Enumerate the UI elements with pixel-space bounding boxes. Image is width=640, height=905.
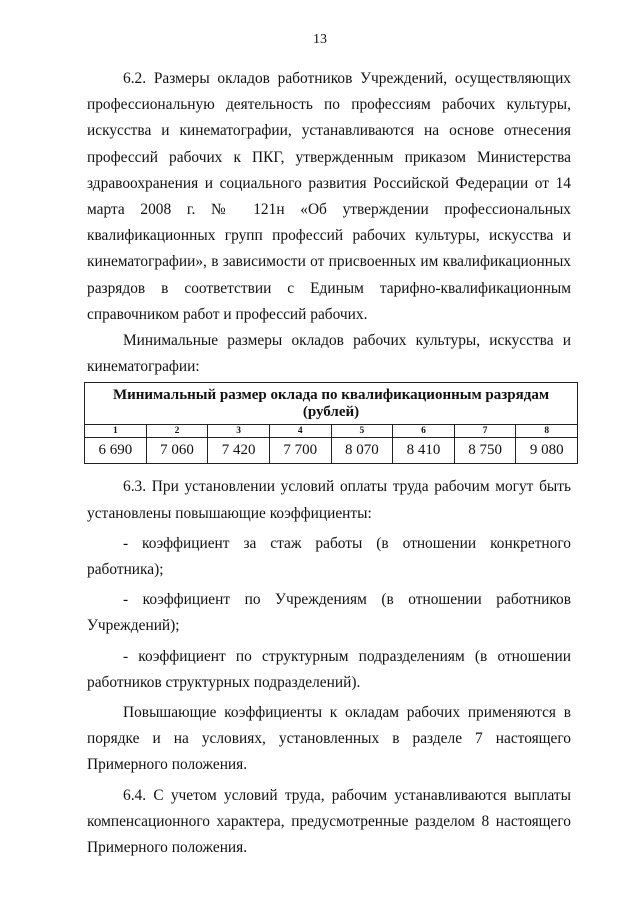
salary-value-cell: 7 420: [208, 438, 270, 464]
salary-value-cell: 7 700: [269, 438, 331, 464]
rank-cell: 8: [516, 425, 578, 438]
salary-value-cell: 6 690: [85, 438, 147, 464]
list-item-coefficient-departments: - коэффициент по структурным подразделениям (в отношении работников структурных подразделений).: [87, 647, 571, 691]
salary-table-ranks-row: [85, 425, 578, 438]
rank-cell: 6: [393, 425, 455, 438]
list-item-coefficient-experience: - коэффициент за стаж работы (в отношении конкретного работника);: [87, 534, 571, 579]
salary-table: [84, 382, 578, 464]
paragraph-min-salaries-intro: Минимальные размеры окладов рабочих культуры, искусства и кинематографии:: [87, 332, 571, 376]
rank-cell: 4: [269, 425, 331, 438]
salary-table-title: Минимальный размер оклада по квалификационным разрядам (рублей): [85, 383, 578, 425]
document-body: [87, 66, 571, 861]
salary-value-cell: 9 080: [516, 438, 578, 464]
salary-value-cell: 8 410: [393, 438, 455, 464]
paragraph-6-3-intro: 6.3. При установлении условий оплаты труда рабочим могут быть установлены повышающие коэффициенты:: [87, 478, 571, 522]
salary-table-values-row: [85, 438, 578, 464]
salary-value-cell: 7 060: [146, 438, 208, 464]
salary-value-cell: 8 750: [454, 438, 516, 464]
paragraph-6-4: 6.4. С учетом условий труда, рабочим устанавливаются выплаты компенсационного характера, предусмотренные разделом 8 настоящего Примерного положения.: [87, 786, 571, 857]
list-item-coefficient-institutions: - коэффициент по Учреждениям (в отношении работников Учреждений);: [87, 591, 571, 635]
rank-cell: 1: [85, 425, 147, 438]
rank-cell: 7: [454, 425, 516, 438]
page-number: 13: [313, 32, 327, 47]
paragraph-6-2: 6.2. Размеры окладов работников Учреждений, осуществляющих профессиональную деятельность по профессиям рабочих культуры, искусства и кинематографии, устанавливаются на основе отнесения профессий рабочих к ПКГ, утвержденным приказом Министерства здравоохранения и социального развития Российской Федерации от 14 марта 2008 г. № 121н «Об утверждении профессиональных квалификационных групп профессий рабочих культуры, искусства и кинематографии», в зависимости от присвоенных им квалификационных разрядов в соответствии с Единым тарифно-квалификационным справочником работ и профессий рабочих.: [87, 70, 571, 323]
salary-value-cell: 8 070: [331, 438, 393, 464]
rank-cell: 3: [208, 425, 270, 438]
rank-cell: 5: [331, 425, 393, 438]
paragraph-6-3-closing: Повышающие коэффициенты к окладам рабочих применяются в порядке и на условиях, установленных в разделе 7 настоящего Примерного положения.: [87, 704, 571, 774]
rank-cell: 2: [146, 425, 208, 438]
